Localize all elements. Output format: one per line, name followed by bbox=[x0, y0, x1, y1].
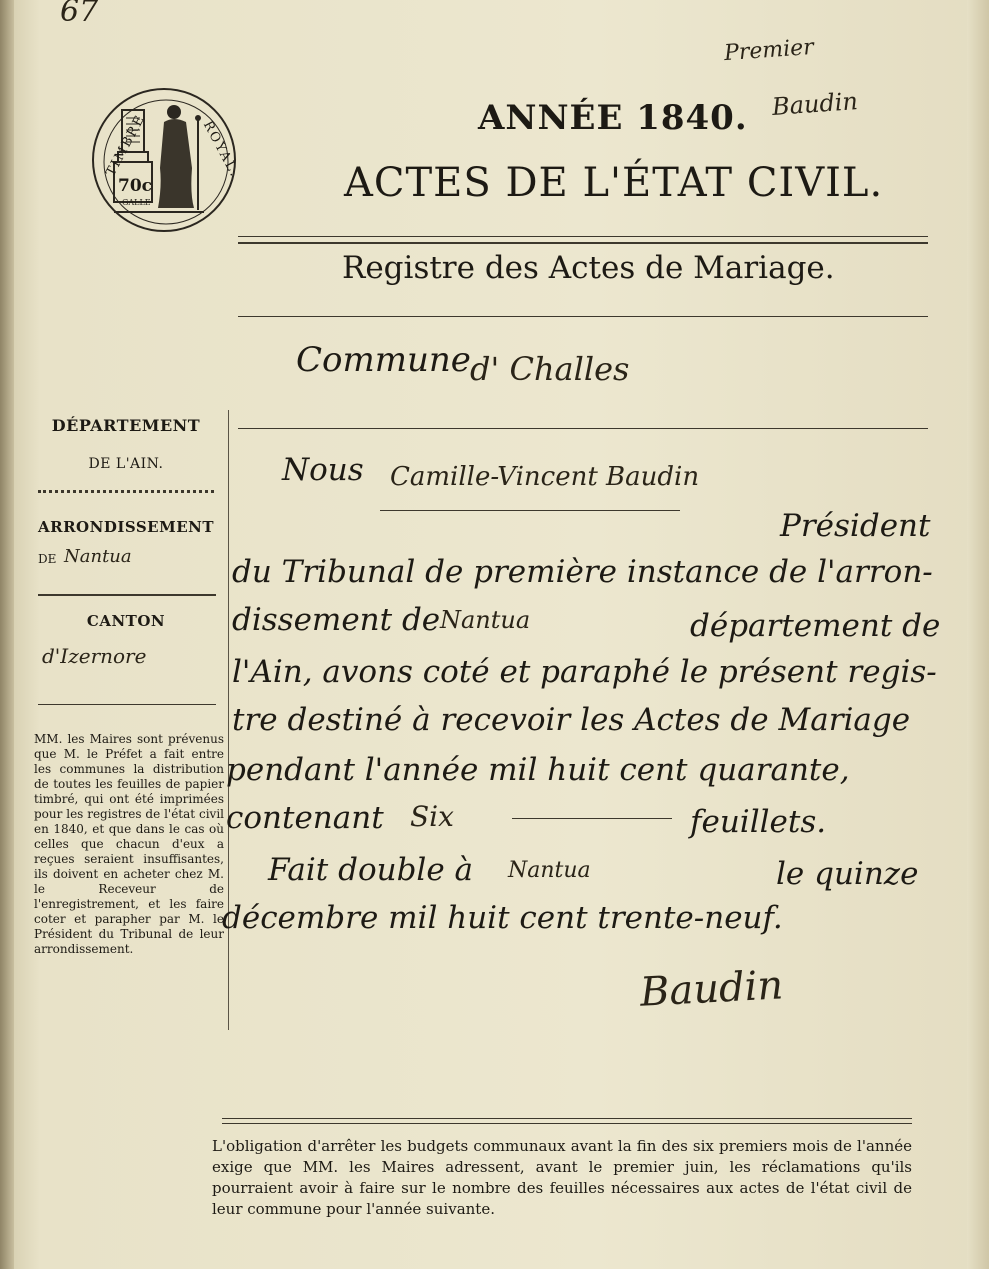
body-line2b: département de bbox=[690, 608, 941, 644]
stamp-text-right: ROYAL. bbox=[199, 118, 243, 181]
margin-note-line2: Baudin bbox=[771, 87, 859, 121]
body-line1: du Tribunal de première instance de l'arron- bbox=[232, 554, 933, 590]
body-line6-value: Six bbox=[410, 800, 454, 833]
president-name: Camille-Vincent Baudin bbox=[390, 462, 700, 492]
arrondissement-value: Nantua bbox=[64, 546, 132, 567]
stamp-text-left: TIMBRE bbox=[103, 111, 149, 180]
canton-label: CANTON bbox=[86, 612, 166, 630]
body-line5: pendant l'année mil huit cent quarante, bbox=[226, 752, 850, 788]
commune-rule bbox=[238, 428, 928, 429]
leaves-dash bbox=[512, 818, 672, 819]
body-line7a: Fait double à bbox=[268, 852, 474, 888]
arrondissement-prefix: DE bbox=[38, 552, 57, 566]
subtitle-rule bbox=[238, 316, 928, 317]
arrondissement-label: ARRONDISSEMENT bbox=[37, 518, 215, 536]
bottom-rule-2 bbox=[222, 1123, 912, 1124]
title-rule-bottom bbox=[238, 242, 928, 244]
commune-label: Commune bbox=[296, 340, 471, 380]
body-line8: décembre mil huit cent trente-neuf. bbox=[222, 900, 783, 936]
sidebar-divider-2 bbox=[38, 594, 216, 596]
body-line2-value: Nantua bbox=[440, 606, 531, 634]
bottom-rule-1 bbox=[222, 1118, 912, 1119]
body-line4: tre destiné à recevoir les Actes de Mariage bbox=[232, 702, 911, 738]
register-subtitle: Registre des Actes de Mariage. bbox=[342, 250, 835, 286]
stamp-small-text: GALLE bbox=[122, 198, 151, 207]
budget-notice: L'obligation d'arrêter les budgets communaux avant la fin des six premiers mois de l'année exige que MM. les Maires adressent, avant le premier juin, les réclamations qu'ils pourraient avoir à faire sur le nombre des feuilles nécessaires aux actes de l'état civil de leur commune pour l'année suivante. bbox=[212, 1137, 912, 1218]
page-number: 67 bbox=[60, 0, 99, 29]
name-underline bbox=[380, 510, 680, 511]
sidebar-divider-3 bbox=[38, 704, 216, 705]
binding-spine bbox=[0, 0, 14, 1269]
departement-value: DE L'AIN. bbox=[88, 456, 164, 472]
page-edge bbox=[967, 0, 989, 1269]
body-president: Président bbox=[780, 508, 931, 544]
sidebar-divider-1 bbox=[38, 490, 214, 501]
body-line2a: dissement de bbox=[232, 602, 441, 638]
body-nous: Nous bbox=[282, 452, 364, 488]
body-line7b: le quinze bbox=[776, 856, 919, 892]
page-title: ACTES DE L'ÉTAT CIVIL. bbox=[344, 160, 884, 206]
year-heading: ANNÉE 1840. bbox=[478, 98, 748, 138]
column-divider bbox=[228, 410, 229, 1030]
commune-value: d' Challes bbox=[470, 350, 630, 388]
body-line6b: feuillets. bbox=[690, 804, 827, 840]
body-line3: l'Ain, avons coté et paraphé le présent regis- bbox=[232, 654, 937, 690]
canton-value: d'Izernore bbox=[42, 644, 147, 668]
body-line7-value: Nantua bbox=[508, 858, 591, 883]
body-line6a: contenant bbox=[226, 800, 384, 836]
title-rule-top bbox=[238, 236, 928, 237]
departement-label: DÉPARTEMENT bbox=[51, 416, 201, 435]
stamp-value: 70c bbox=[118, 176, 153, 196]
president-signature: Baudin bbox=[638, 962, 785, 1016]
margin-note-line1: Premier bbox=[723, 34, 815, 67]
royal-stamp bbox=[92, 88, 243, 232]
sidebar-note: MM. les Maires sont prévenus que M. le Préfet a fait entre les communes la distribution de toutes les feuilles de papier timbré, qui ont été imprimées pour les registres de l'état civil en 1840, et que dans le cas où celles que chacun d'eux a reçues seraient insuffisantes, ils doivent en acheter chez M. le Receveur de l'enregistrement, et les faire coter et parapher par M. le Président du Tribunal de leur arrondissement. bbox=[34, 732, 224, 956]
